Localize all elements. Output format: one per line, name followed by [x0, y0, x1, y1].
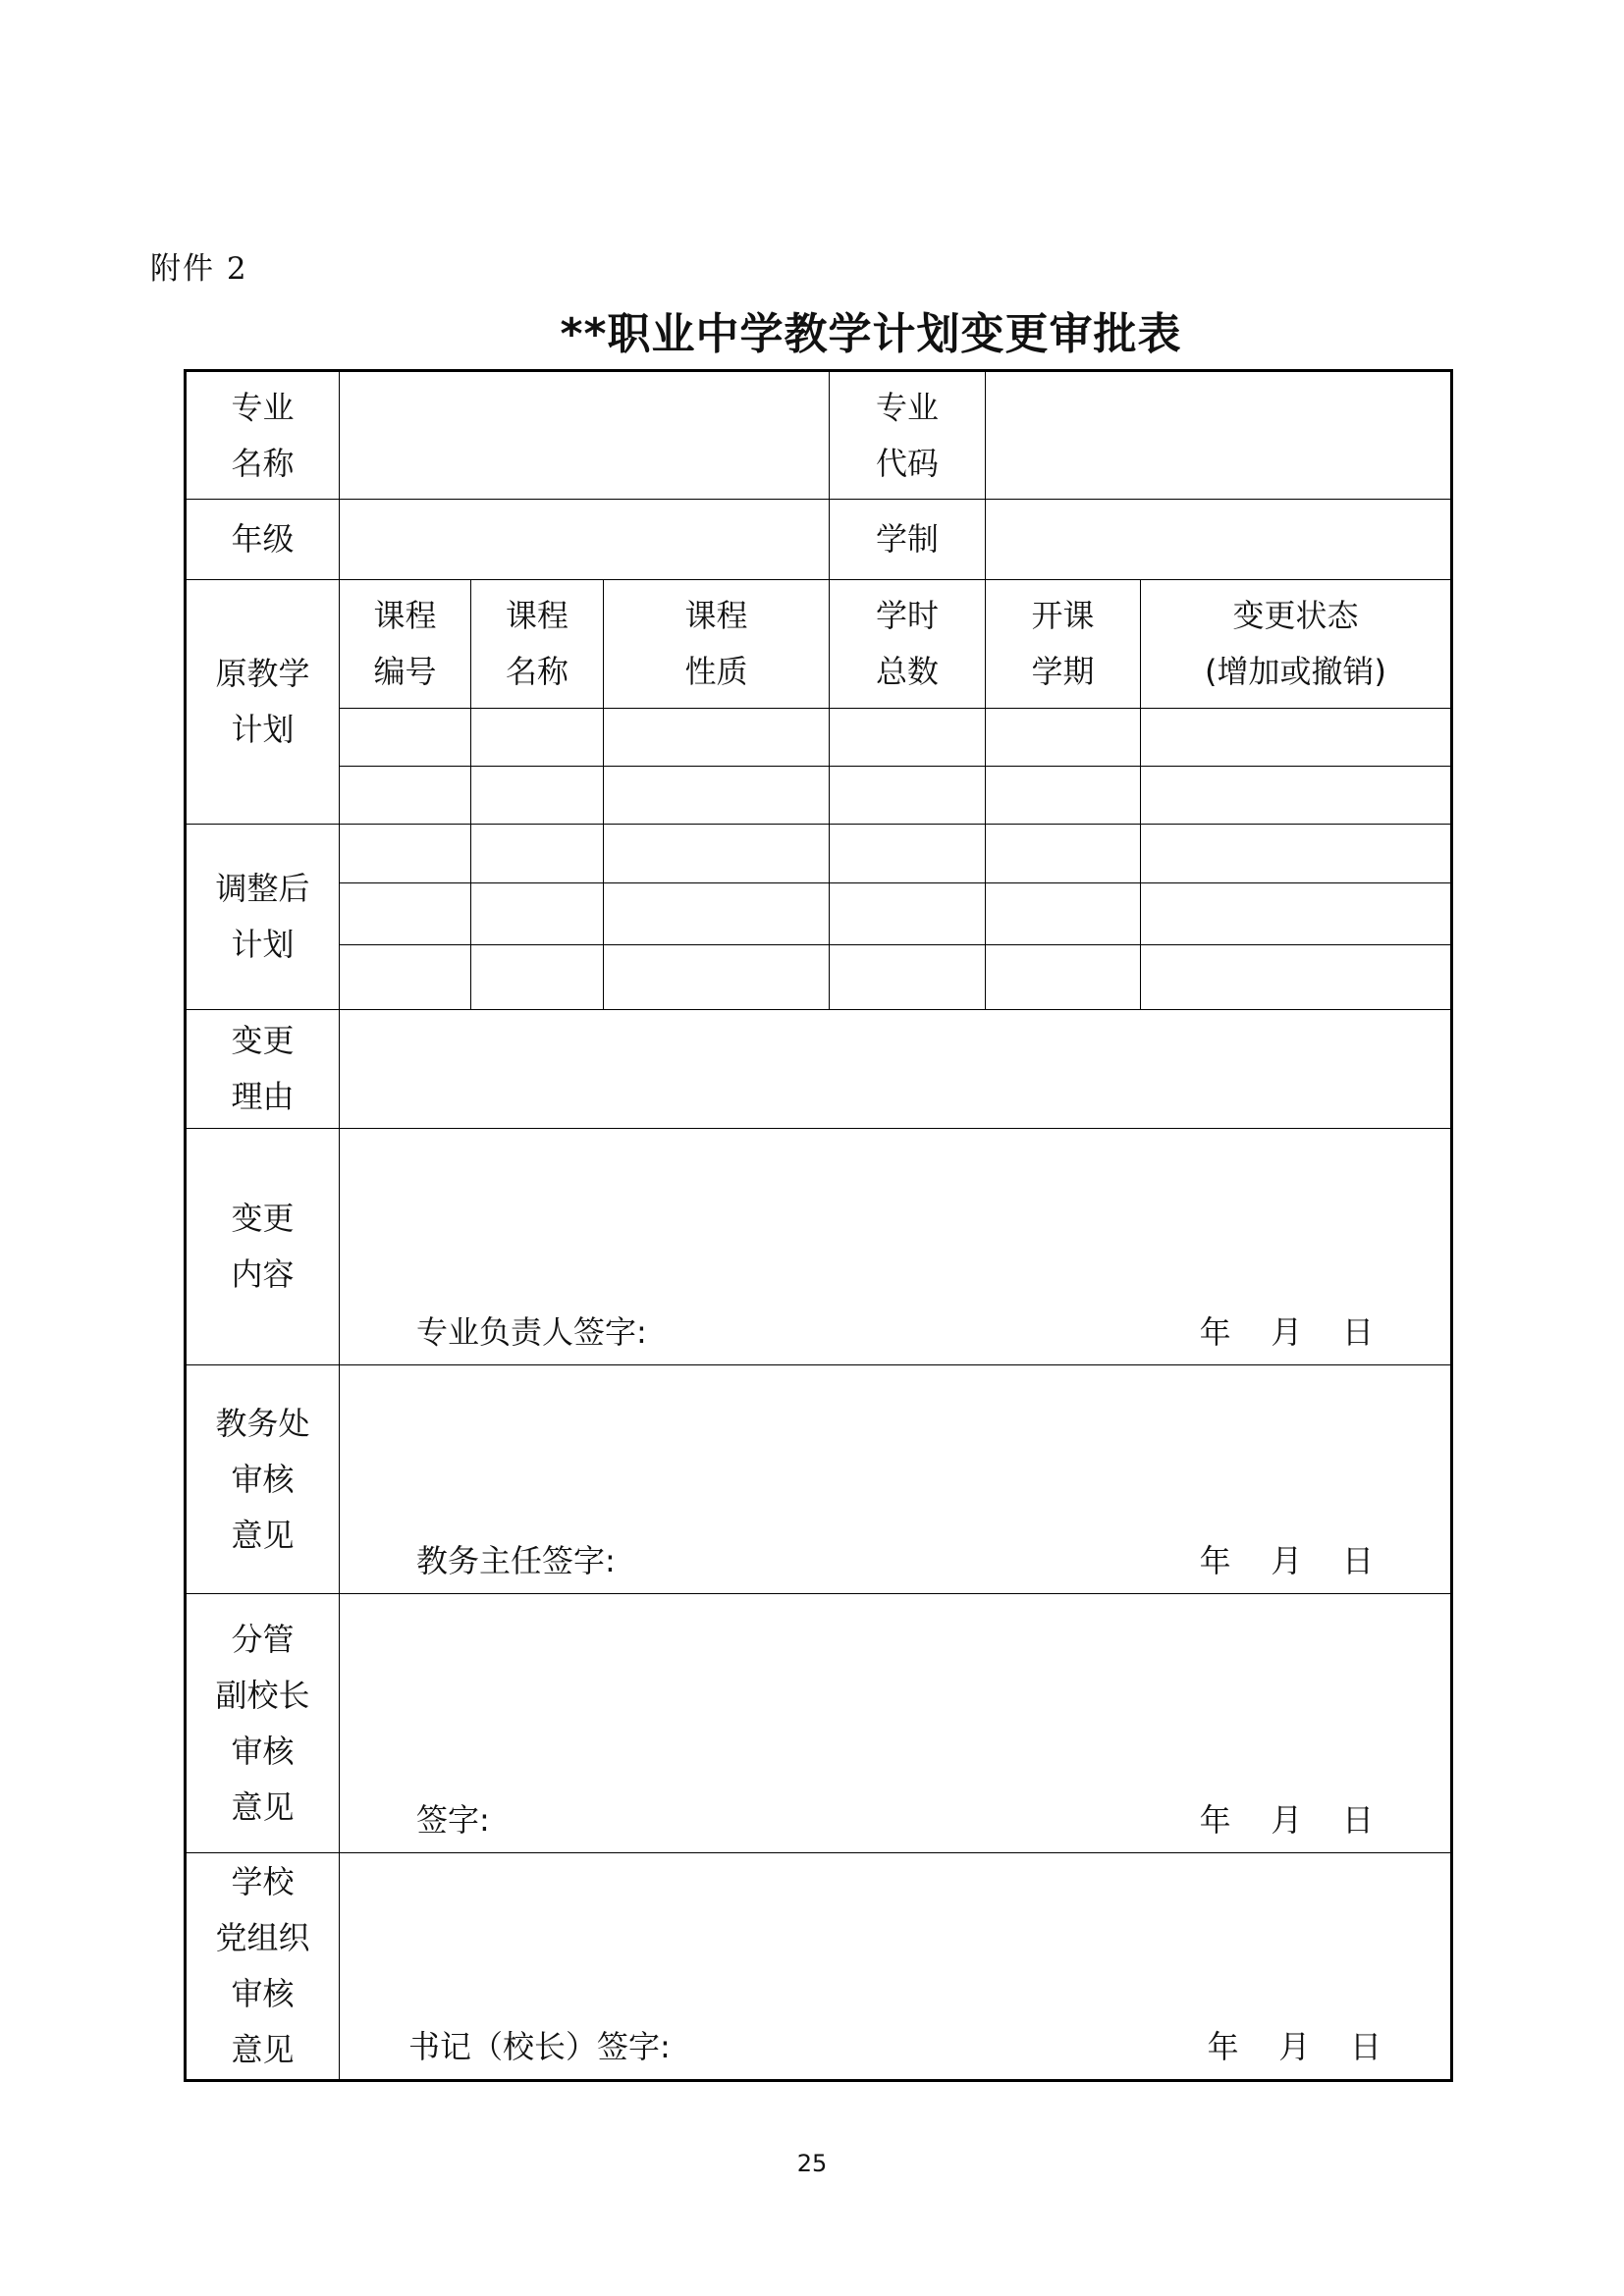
- party-org-row: [186, 1853, 1452, 2081]
- attachment-label: 附件 2: [150, 251, 248, 287]
- original-cell[interactable]: [604, 767, 830, 825]
- adjusted-cell[interactable]: [1141, 945, 1452, 1010]
- original-cell[interactable]: [340, 709, 471, 767]
- content-field[interactable]: [340, 1129, 1452, 1365]
- original-cell[interactable]: [986, 709, 1141, 767]
- grade-label: 年级: [186, 500, 340, 580]
- duration-label: 学制: [830, 500, 986, 580]
- academic-director-signature-label: 教务主任签字:: [416, 1542, 616, 1579]
- academic-office-row: [186, 1365, 1452, 1594]
- course-header-name: 课程 名称: [471, 580, 604, 709]
- adjusted-cell[interactable]: [830, 825, 986, 883]
- adjusted-plan-row: [186, 945, 1452, 1010]
- original-cell[interactable]: [471, 767, 604, 825]
- major-code-label: 专业 代码: [830, 371, 986, 500]
- vice-principal-signature-label: 签字:: [416, 1801, 490, 1839]
- adjusted-cell[interactable]: [604, 825, 830, 883]
- duration-field[interactable]: [986, 500, 1452, 580]
- adjusted-plan-row: [186, 825, 1452, 883]
- major-name-field[interactable]: [340, 371, 830, 500]
- vice-principal-label: 分管 副校长 审核 意见: [186, 1594, 340, 1853]
- original-cell[interactable]: [830, 767, 986, 825]
- original-cell[interactable]: [340, 767, 471, 825]
- adjusted-cell[interactable]: [340, 825, 471, 883]
- original-cell[interactable]: [471, 709, 604, 767]
- page-number: 25: [796, 2150, 828, 2177]
- adjusted-cell[interactable]: [1141, 825, 1452, 883]
- adjusted-cell[interactable]: [1141, 883, 1452, 945]
- adjusted-cell[interactable]: [604, 883, 830, 945]
- adjusted-cell[interactable]: [471, 883, 604, 945]
- academic-office-label: 教务处 审核 意见: [186, 1365, 340, 1594]
- major-row: [186, 371, 1452, 500]
- approval-form-table: [184, 369, 1453, 2082]
- adjusted-cell[interactable]: [340, 945, 471, 1010]
- original-cell[interactable]: [830, 709, 986, 767]
- adjusted-cell[interactable]: [986, 945, 1141, 1010]
- content-label: 变更 内容: [186, 1129, 340, 1365]
- course-header-type: 课程 性质: [604, 580, 830, 709]
- grade-row: [186, 500, 1452, 580]
- adjusted-cell[interactable]: [830, 883, 986, 945]
- course-header-semester: 开课 学期: [986, 580, 1141, 709]
- major-head-signature-label: 专业负责人签字:: [416, 1313, 647, 1351]
- original-plan-label: 原教学 计划: [186, 580, 340, 825]
- course-header-status: 变更状态 (增加或撤销): [1141, 580, 1452, 709]
- date-label: 年 月 日: [1199, 1801, 1375, 1839]
- adjusted-plan-label: 调整后 计划: [186, 825, 340, 1010]
- adjusted-cell[interactable]: [986, 883, 1141, 945]
- party-org-label: 学校 党组织 审核 意见: [186, 1853, 340, 2081]
- vice-principal-row: [186, 1594, 1452, 1853]
- academic-office-field[interactable]: [340, 1365, 1452, 1594]
- adjusted-cell[interactable]: [471, 945, 604, 1010]
- adjusted-cell[interactable]: [986, 825, 1141, 883]
- major-code-field[interactable]: [986, 371, 1452, 500]
- date-label: 年 月 日: [1199, 1313, 1375, 1351]
- vice-principal-field[interactable]: [340, 1594, 1452, 1853]
- adjusted-cell[interactable]: [471, 825, 604, 883]
- original-plan-row: [186, 709, 1452, 767]
- reason-field[interactable]: [340, 1010, 1452, 1129]
- adjusted-plan-row: [186, 883, 1452, 945]
- party-org-field[interactable]: [340, 1853, 1452, 2081]
- content-row: [186, 1129, 1452, 1365]
- course-header-row: [186, 580, 1452, 709]
- course-header-hours: 学时 总数: [830, 580, 986, 709]
- original-cell[interactable]: [604, 709, 830, 767]
- course-header-code: 课程 编号: [340, 580, 471, 709]
- adjusted-cell[interactable]: [340, 883, 471, 945]
- adjusted-cell[interactable]: [604, 945, 830, 1010]
- date-label: 年 月 日: [1199, 1542, 1375, 1579]
- original-cell[interactable]: [1141, 767, 1452, 825]
- original-cell[interactable]: [1141, 709, 1452, 767]
- major-name-label: 专业 名称: [186, 371, 340, 500]
- adjusted-cell[interactable]: [830, 945, 986, 1010]
- original-plan-row: [186, 767, 1452, 825]
- date-label: 年 月 日: [1207, 2028, 1382, 2065]
- original-cell[interactable]: [986, 767, 1141, 825]
- form-title: **职业中学教学计划变更审批表: [560, 309, 1182, 359]
- reason-row: [186, 1010, 1452, 1129]
- secretary-signature-label: 书记（校长）签字:: [408, 2028, 671, 2065]
- grade-field[interactable]: [340, 500, 830, 580]
- reason-label: 变更 理由: [186, 1010, 340, 1129]
